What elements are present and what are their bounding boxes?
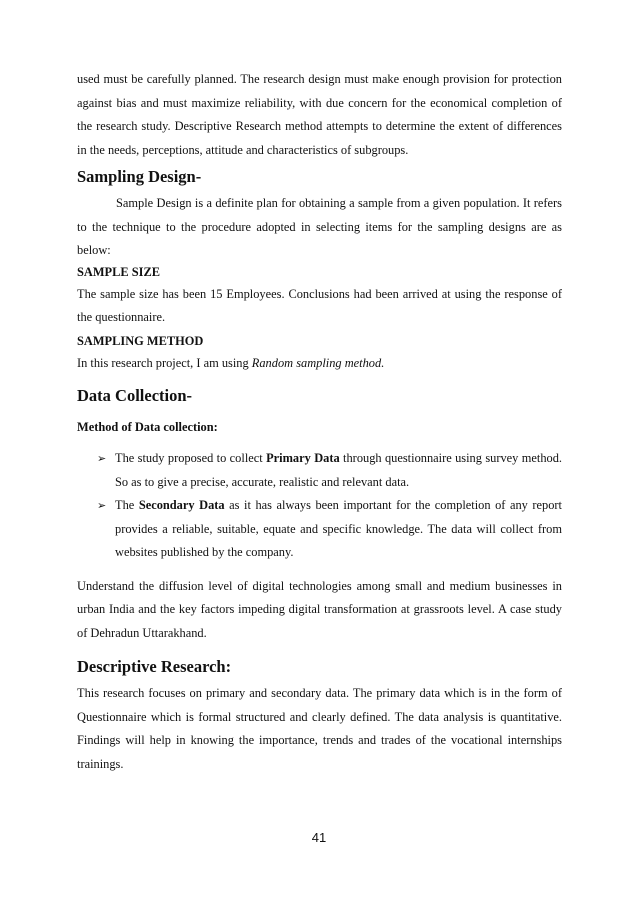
bullet-text: The — [115, 498, 139, 512]
intro-paragraph: used must be carefully planned. The research design must make enough provision for protection against bias and must maximize reliability, with due concern for the economical completion of the research study. Descriptive Research method attempts to determine the extent of differences in the needs, perceptions, attitude and characteristics of subgroups. — [77, 72, 562, 157]
bullet-bold: Secondary Data — [138, 498, 225, 512]
list-item — [97, 494, 562, 565]
descriptive-research-heading: Descriptive Research: — [77, 657, 232, 676]
bullet-text: The study proposed to collect — [115, 451, 267, 465]
data-collection-heading: Data Collection- — [77, 386, 193, 405]
bullet-text: through questionnaire using survey method. So as to give a precise, accurate, realistic and relevant data. — [115, 451, 563, 489]
bullet-bold: Primary Data — [266, 451, 340, 465]
sample-size-heading: SAMPLE SIZE — [77, 264, 160, 279]
sample-size-paragraph: The sample size has been 15 Employees. Conclusions had been arrived at using the response of the questionnaire. — [77, 286, 562, 324]
page-number: 41 — [311, 830, 327, 845]
list-item — [97, 447, 562, 494]
arrow-bullet-icon: ➢ — [97, 452, 107, 465]
sampling-method-paragraph — [77, 352, 562, 376]
sampling-method-italic: Random sampling method. — [251, 355, 385, 370]
descriptive-research-paragraph: This research focuses on primary and secondary data. The primary data which is in the form of Questionnaire which is formal structured and clearly defined. The data analysis is quantitative. Findings will help in knowing the importance, trends and trades of the vocational internships trainings. — [77, 686, 562, 771]
understand-paragraph: Understand the diffusion level of digital technologies among small and medium businesses in urban India and the key factors impeding digital transformation at grassroots level. A case study of Dehradun Uttarakhand. — [77, 578, 562, 640]
bullet-text: as it has always been important for the completion of any report provides a reliable, suitable, equate and specific knowledge. The data will collect from websites published by the company. — [115, 498, 562, 559]
sampling-method-text: In this research project, I am using — [77, 355, 252, 370]
sampling-method-heading: SAMPLING METHOD — [77, 333, 204, 348]
page-content — [77, 68, 562, 776]
sampling-design-paragraph: Sample Design is a definite plan for obtaining a sample from a given population. It refers to the technique to the procedure adopted in selecting items for the sampling designs are as below: — [77, 196, 562, 257]
data-collection-list — [77, 447, 562, 565]
arrow-bullet-icon: ➢ — [97, 499, 107, 512]
data-collection-subheading: Method of Data collection: — [77, 420, 218, 434]
sampling-design-heading: Sampling Design- — [77, 167, 202, 186]
